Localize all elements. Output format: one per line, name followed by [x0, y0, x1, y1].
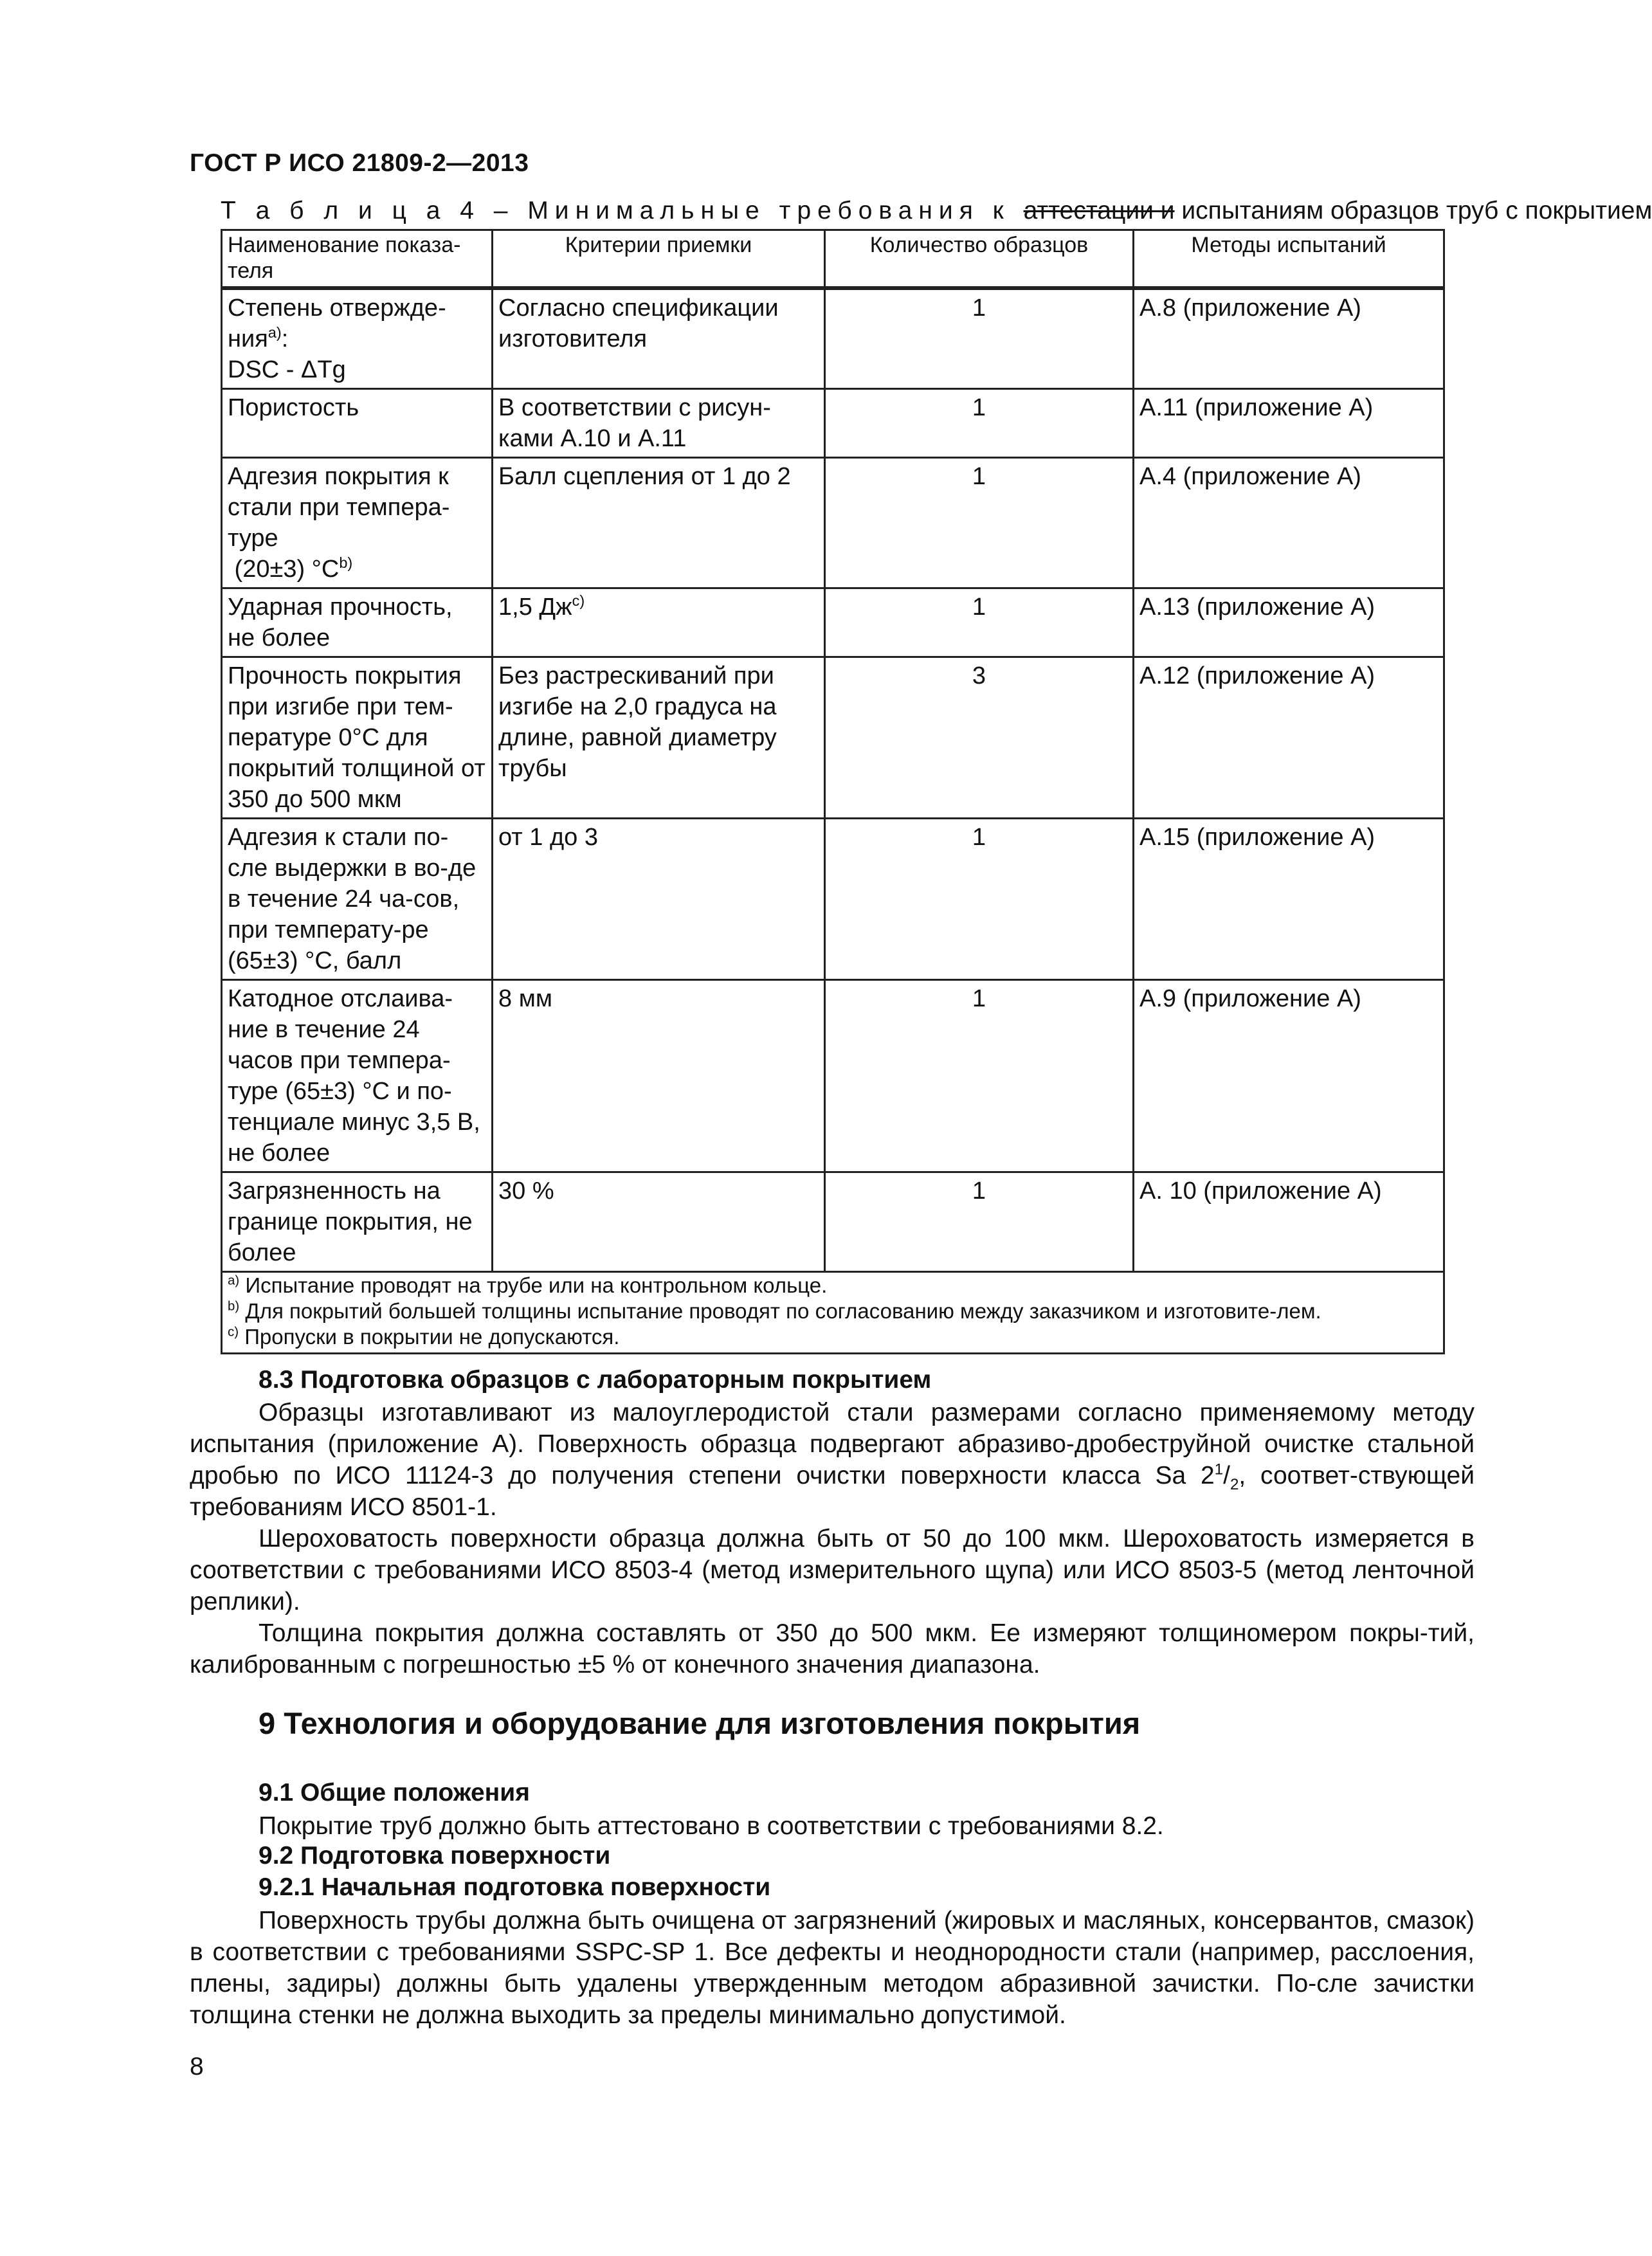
table-caption-struck: аттестации и [1023, 197, 1175, 224]
section-9-1-body [190, 1810, 1475, 1842]
method-cell: А. 10 (приложение А) [1134, 1172, 1444, 1272]
sample-count-cell: 1 [825, 588, 1134, 657]
table-note [228, 1324, 1438, 1350]
paragraph: Толщина покрытия должна составлять от 350 до 500 мкм. Ее измеряют толщиномером покры-тий, калиброванным с погрешностью ±5 % от конечного значения диапазона. [190, 1619, 1475, 1678]
sample-count-cell: 1 [825, 1172, 1134, 1272]
table-notes [222, 1272, 1444, 1354]
table-header-row [222, 230, 1444, 289]
paragraph [190, 1397, 1475, 1523]
sample-count-cell: 1 [825, 288, 1134, 389]
note-mark: b) [228, 1298, 240, 1314]
note-text: Испытание проводят на трубе или на контрольном кольце. [239, 1273, 828, 1297]
footnote-ref: c) [572, 592, 585, 609]
note-mark: c) [228, 1324, 239, 1340]
criteria-cell: от 1 до 3 [493, 819, 825, 980]
table-note [228, 1298, 1438, 1324]
method-cell: А.9 (приложение А) [1134, 980, 1444, 1172]
fraction-numerator: 1 [1214, 1460, 1224, 1478]
method-cell: А.11 (приложение А) [1134, 389, 1444, 458]
indicator-name-tail: : [281, 325, 289, 352]
table-caption [221, 197, 1652, 225]
indicator-cell [222, 458, 493, 588]
sample-count-cell: 1 [825, 819, 1134, 980]
method-cell: А.12 (приложение А) [1134, 657, 1444, 819]
table-row [222, 657, 1444, 819]
indicator-cell: Прочность покрытия при изгибе при тем-пературе 0°С для покрытий толщиной от 350 до 500 мкм [222, 657, 493, 819]
requirements-table [221, 229, 1445, 1354]
sample-count-cell: 3 [825, 657, 1134, 819]
criteria-text: 1,5 Дж [498, 594, 572, 621]
fraction-slash: / [1223, 1462, 1230, 1489]
section-9-2-1-heading: 9.2.1 Начальная подготовка поверхности [259, 1873, 771, 1901]
page-number: 8 [190, 2053, 204, 2080]
column-header: Методы испытаний [1134, 230, 1444, 289]
indicator-cell [222, 288, 493, 389]
method-cell: А.4 (приложение А) [1134, 458, 1444, 588]
criteria-cell: Без растрескиваний при изгибе на 2,0 градуса на длине, равной диаметру трубы [493, 657, 825, 819]
table-row [222, 458, 1444, 588]
table-row [222, 389, 1444, 458]
method-cell: А.15 (приложение А) [1134, 819, 1444, 980]
indicator-cell: Пористость [222, 389, 493, 458]
sample-count-cell: 1 [825, 980, 1134, 1172]
table-caption-prefix: Т а б л и ц а 4 – Минимальные требования к [221, 197, 1024, 224]
indicator-name: Степень отвержде-ния [228, 295, 446, 352]
method-cell: А.8 (приложение А) [1134, 288, 1444, 389]
criteria-cell [493, 588, 825, 657]
criteria-cell: 8 мм [493, 980, 825, 1172]
footnote-ref: b) [339, 554, 353, 571]
section-9-heading: 9 Технология и оборудование для изготовления покрытия [259, 1706, 1141, 1740]
method-cell: А.13 (приложение А) [1134, 588, 1444, 657]
indicator-cell: Катодное отслаива-ние в течение 24 часов при темпера-туре (65±3) °С и по-тенциале минус 3,5 В, не более [222, 980, 493, 1172]
column-header: Наименование показа-теля [222, 230, 493, 289]
section-9-1-heading: 9.1 Общие положения [259, 1779, 530, 1806]
note-text: Для покрытий большей толщины испытание проводят по согласованию между заказчиком и изготовите-лем. [239, 1299, 1321, 1323]
section-9-2-1-body [190, 1905, 1475, 2031]
indicator-extra: DSC - ΔTg [228, 356, 346, 383]
indicator-cell: Адгезия к стали по-сле выдержки в во-де в течение 24 ча-сов, при температу-ре (65±3) °С, балл [222, 819, 493, 980]
note-text: Пропуски в покрытии не допускаются. [239, 1325, 620, 1349]
fraction-denominator: 2 [1230, 1475, 1239, 1493]
section-8-3-heading: 8.3 Подготовка образцов с лабораторным покрытием [259, 1366, 932, 1394]
criteria-cell: Балл сцепления от 1 до 2 [493, 458, 825, 588]
paragraph: Поверхность трубы должна быть очищена от загрязнений (жировых и масляных, консервантов, смазок) в соответствии с требованиями SSPC-SP 1. Все дефекты и неоднородности стали (например, расслоения, плены, задиры) должны быть удалены утвержденным методом абразивной зачистки. По-сле зачистки толщина стенки не должна выходить за пределы минимально допустимой. [190, 1907, 1475, 2029]
table-caption-suffix: испытаниям образцов труб с покрытием [1174, 197, 1652, 224]
note-mark: a) [228, 1273, 240, 1288]
section-9-2-heading: 9.2 Подготовка поверхности [259, 1842, 611, 1869]
paragraph: Покрытие труб должно быть аттестовано в соответствии с требованиями 8.2. [259, 1812, 1164, 1840]
indicator-name: Адгезия покрытия к стали при темпера-туре [228, 463, 450, 552]
indicator-extra: (20±3) °С [228, 556, 340, 583]
indicator-cell: Ударная прочность, не более [222, 588, 493, 657]
table-row [222, 980, 1444, 1172]
sample-count-cell: 1 [825, 389, 1134, 458]
column-header: Критерии приемки [493, 230, 825, 289]
section-8-3-body [190, 1397, 1475, 1680]
footnote-ref: а) [268, 323, 282, 341]
table-row [222, 819, 1444, 980]
document-code: ГОСТ Р ИСО 21809-2—2013 [190, 149, 529, 177]
table-note [228, 1273, 1438, 1298]
sample-count-cell: 1 [825, 458, 1134, 588]
criteria-cell: В соответствии с рисун-ками А.10 и А.11 [493, 389, 825, 458]
table-row [222, 288, 1444, 389]
paragraph: Шероховатость поверхности образца должна быть от 50 до 100 мкм. Шероховатость измеряется в соответствии с требованиями ИСО 8503-4 (метод измерительного щупа) или ИСО 8503-5 (метод ленточной реплики). [190, 1525, 1475, 1615]
paragraph-text: , соответ-ствующей требованиям ИСО 8501-1. [190, 1462, 1475, 1521]
table-notes-row [222, 1272, 1444, 1354]
table-row [222, 588, 1444, 657]
indicator-cell: Загрязненность на границе покрытия, не более [222, 1172, 493, 1272]
criteria-cell: 30 % [493, 1172, 825, 1272]
table-row [222, 1172, 1444, 1272]
paragraph-text: Образцы изготавливают из малоуглеродистой стали размерами согласно применяемому методу испытания (приложение А). Поверхность образца подвергают абразиво-дробеструйной очистке стальной дробью по ИСО 11124-3 до получения степени очистки поверхности класса Sa 2 [190, 1399, 1475, 1489]
column-header: Количество образцов [825, 230, 1134, 289]
criteria-cell: Согласно спецификации изготовителя [493, 288, 825, 389]
